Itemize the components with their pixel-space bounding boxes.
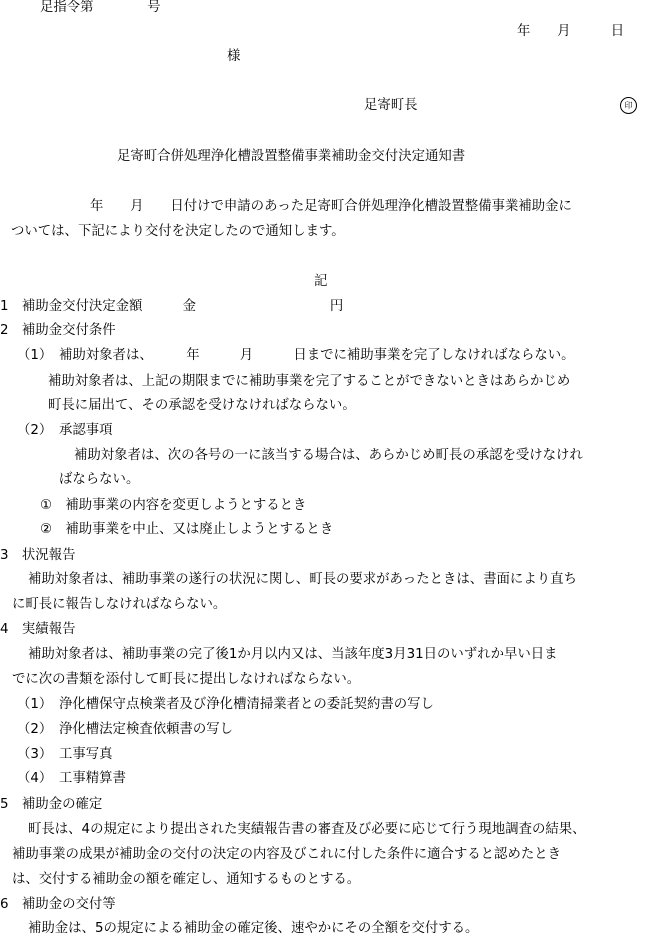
item-3-line-2: に町長に報告しなければならない。 <box>12 597 227 612</box>
item-3-line-1: 補助対象者は、補助事業の遂行の状況に関し、町長の要求があったときは、書面により直ち <box>28 572 577 587</box>
item-2-1-line-2: 補助対象者は、上記の期限までに補助事業を完了することができないときはあらかじめ <box>48 374 571 389</box>
item-2-2-sub-2: ② 補助事業を中止、又は廃止しようとするとき <box>40 522 334 537</box>
item-6-heading: 6 補助金の交付等 <box>0 897 116 912</box>
item-5-heading: 5 補助金の確定 <box>0 797 103 812</box>
item-4-doc-1: （1） 浄化槽保守点検業者及び浄化槽清掃業者との委託契約書の写し <box>17 697 434 712</box>
item-2-2-sub-1: ① 補助事業の内容を変更しようとするとき <box>40 498 307 513</box>
ki-heading: 記 <box>314 274 328 289</box>
intro-line-2: ついては、下記により交付を決定したので通知します。 <box>11 224 345 239</box>
item-2-2-line-1: 補助対象者は、次の各号の一に該当する場合は、あらかじめ町長の承認を受けなけれ <box>74 448 583 463</box>
item-4-doc-4: （4） 工事精算書 <box>17 771 126 786</box>
recipient-honorific: 様 <box>227 49 241 64</box>
item-4-line-2: でに次の書類を添付して町長に提出しなければならない。 <box>12 672 361 687</box>
item-5-line-3: は、交付する補助金の額を確定し、通知するものとする。 <box>12 872 361 887</box>
item-2-1-line-3: 町長に届出て、その承認を受けなければならない。 <box>48 398 356 413</box>
issuer-name: 足寄町長 <box>364 98 418 113</box>
item-4-heading: 4 実績報告 <box>0 622 76 637</box>
item-4-doc-3: （3） 工事写真 <box>17 747 113 762</box>
item-2-2-line-2: ばならない。 <box>59 472 140 487</box>
item-5-line-1: 町長は、4の規定により提出された実績報告書の審査及び必要に応じて行う現地調査の結果、 <box>28 822 586 837</box>
intro-line-1: 年 月 日付けで申請のあった足寄町合併処理浄化槽設置整備事業補助金に <box>90 199 572 214</box>
document-title: 足寄町合併処理浄化槽設置整備事業補助金交付決定通知書 <box>117 149 466 164</box>
item-1-amount: 1 補助金交付決定金額 金 円 <box>0 299 344 314</box>
item-4-line-1: 補助対象者は、補助事業の完了後1か月以内又は、当該年度3月31日のいずれか早い日ま <box>28 647 558 662</box>
issue-date: 年 月 日 <box>517 24 625 39</box>
item-2-1-line-1: （1） 補助対象者は、 年 月 日までに補助事業を完了しなければならない。 <box>17 348 575 363</box>
item-3-heading: 3 状況報告 <box>0 548 76 563</box>
item-2-heading: 2 補助金交付条件 <box>0 323 116 338</box>
item-2-2-heading: （2） 承認事項 <box>17 423 113 438</box>
item-6-line-1: 補助金は、5の規定による補助金の確定後、速やかにその全額を交付する。 <box>28 921 479 936</box>
item-4-doc-2: （2） 浄化槽法定検査依頼書の写し <box>17 722 234 737</box>
seal-mark: 印 <box>620 97 637 114</box>
reference-number: 足指令第 号 <box>40 0 161 15</box>
item-5-line-2: 補助事業の成果が補助金の交付の決定の内容及びこれに付した条件に適合すると認めたとき <box>12 847 562 862</box>
